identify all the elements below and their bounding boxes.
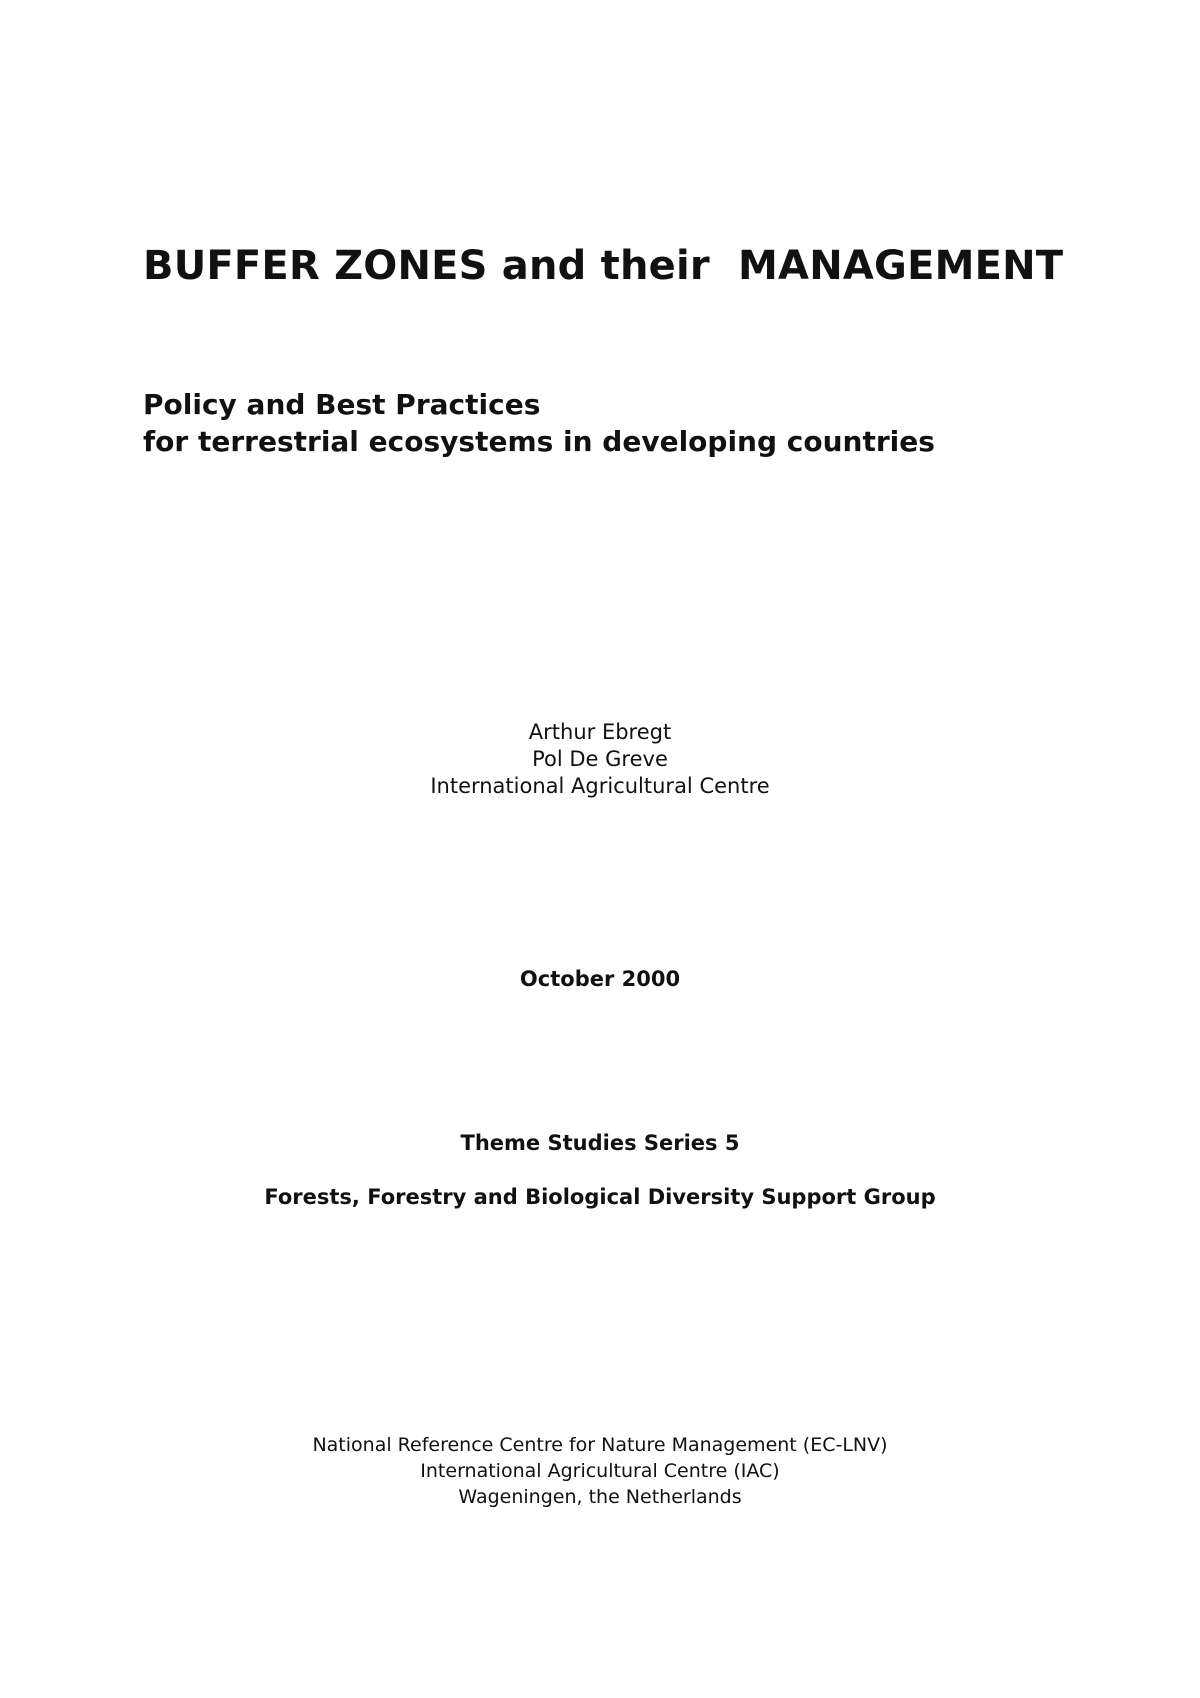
publisher-block bbox=[0, 1432, 1200, 1510]
series-title: Theme Studies Series 5 bbox=[460, 1131, 740, 1155]
publisher-line-3: Wageningen, the Netherlands bbox=[458, 1486, 742, 1508]
subtitle-line-1: Policy and Best Practices bbox=[143, 388, 541, 421]
document-subtitle bbox=[143, 386, 935, 460]
author-affiliation: International Agricultural Centre bbox=[430, 774, 770, 798]
document-title: BUFFER ZONES and their MANAGEMENT bbox=[143, 243, 1064, 289]
author-name-1: Arthur Ebregt bbox=[528, 720, 672, 744]
author-block bbox=[0, 719, 1200, 800]
publisher-line-1: National Reference Centre for Nature Management (EC-LNV) bbox=[312, 1434, 888, 1456]
support-group: Forests, Forestry and Biological Diversity Support Group bbox=[264, 1185, 936, 1209]
publication-date: October 2000 bbox=[519, 967, 681, 991]
subtitle-line-2: for terrestrial ecosystems in developing countries bbox=[143, 425, 935, 458]
author-name-2: Pol De Greve bbox=[532, 747, 668, 771]
publisher-line-2: International Agricultural Centre (IAC) bbox=[420, 1460, 780, 1482]
